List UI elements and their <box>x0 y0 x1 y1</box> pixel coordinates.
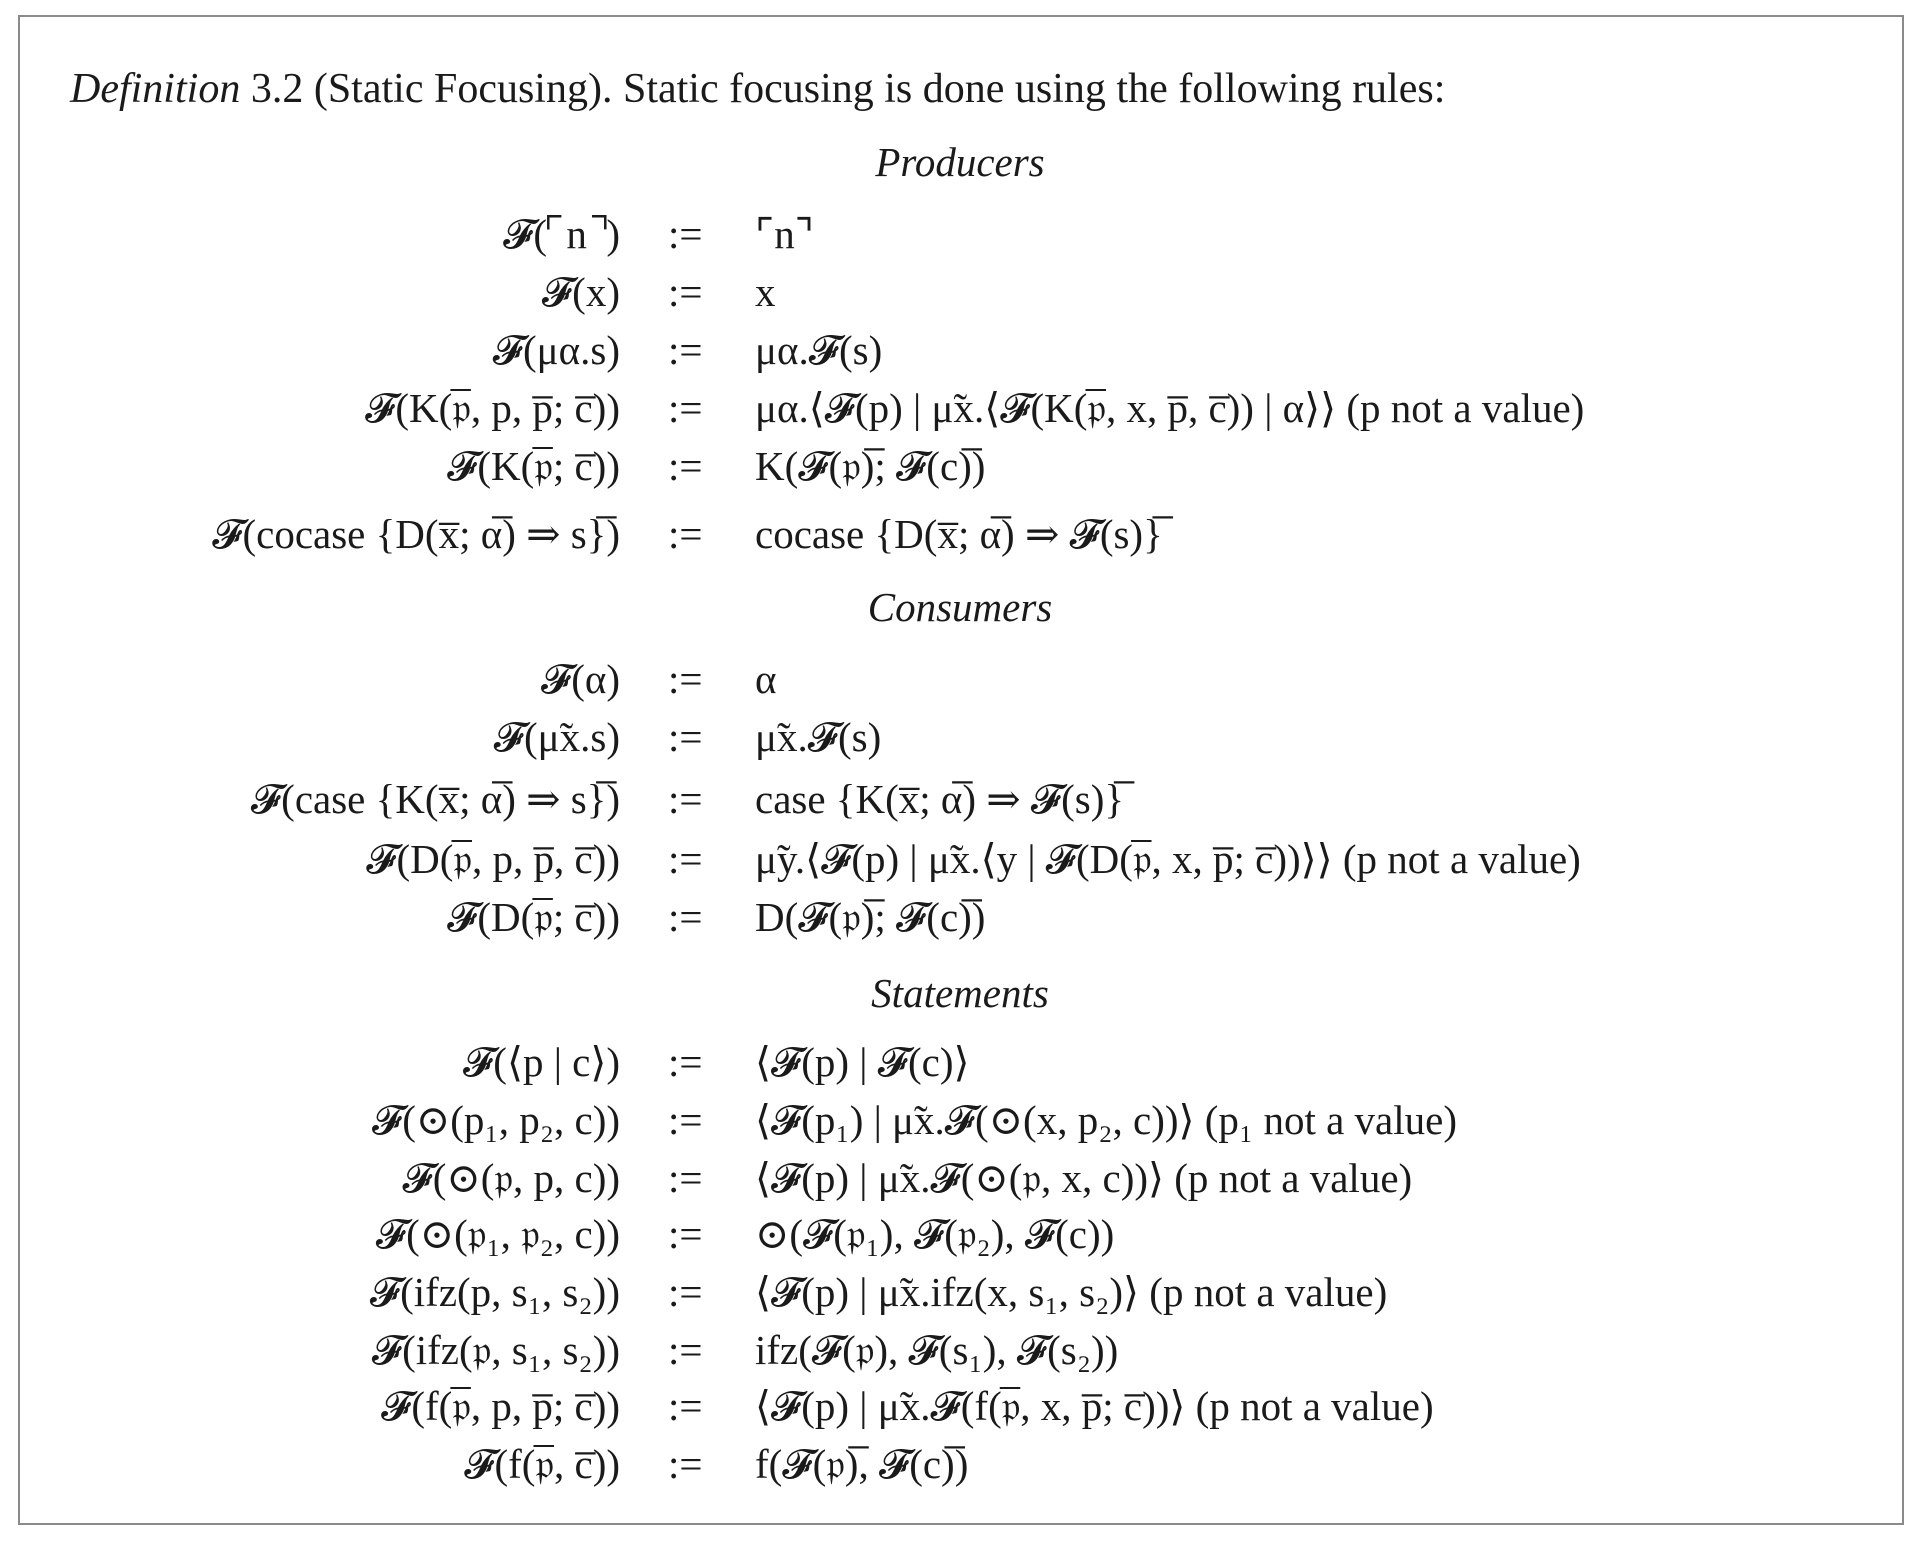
rule-definition-symbol: := <box>668 656 703 702</box>
section-heading-statements: Statements <box>871 970 1049 1016</box>
definition-number: 3.2 <box>250 66 304 112</box>
rule-row <box>0 1149 1920 1207</box>
rule-definition-symbol: := <box>668 894 703 940</box>
rule-definition-symbol: := <box>668 1211 703 1257</box>
rule-rhs: K(𝓕(𝔭)̅; 𝓕(c)̅) <box>755 443 986 489</box>
definition-title: (Static Focusing). <box>313 66 613 112</box>
rule-definition-symbol: := <box>668 1269 703 1315</box>
rule-row <box>0 1205 1920 1263</box>
rule-lhs: 𝓕(⟨p | c⟩) <box>463 1039 620 1085</box>
rule-lhs: 𝓕(D(𝔭̅, p, p̅, c̅)) <box>366 836 620 882</box>
rule-lhs: 𝓕(f(𝔭̅, p, p̅; c̅)) <box>381 1383 620 1429</box>
rule-row <box>0 379 1920 437</box>
rule-rhs: ⟨𝓕(p) | μ̃x.ifz(x, s₁, s₂)⟩ (p not a value) <box>755 1269 1388 1315</box>
rule-rhs: cocase {D(x̅; α̅) ⇒ 𝓕(s)}̅ <box>755 511 1163 557</box>
rule-rhs: μα.⟨𝓕(p) | μ̃x.⟨𝓕(K(𝔭̅, x, p̅, c̅)) | α⟩⟩ (p not a value) <box>755 385 1585 431</box>
rule-lhs: 𝓕(case {K(x̅; α̅) ⇒ s}̅) <box>250 776 620 822</box>
rule-rhs: case {K(x̅; α̅) ⇒ 𝓕(s)}̅ <box>755 776 1125 822</box>
rule-row <box>0 263 1920 321</box>
rule-row <box>0 830 1920 888</box>
rule-definition-symbol: := <box>668 1327 703 1373</box>
rule-lhs: 𝓕(⊙(𝔭, p, c)) <box>402 1155 620 1201</box>
rule-definition-symbol: := <box>668 776 703 822</box>
rule-definition-symbol: := <box>668 443 703 489</box>
rule-lhs: 𝓕(f(𝔭̅, c̅)) <box>464 1441 620 1487</box>
rule-row <box>0 770 1920 828</box>
rule-lhs: 𝓕(D(𝔭̅; c̅)) <box>447 894 620 940</box>
section-heading-consumers: Consumers <box>867 584 1053 630</box>
rule-lhs: 𝓕(⌜n⌝) <box>503 211 620 257</box>
rule-row <box>0 437 1920 495</box>
rule-definition-symbol: := <box>668 714 703 760</box>
rule-rhs: ⊙(𝓕(𝔭₁), 𝓕(𝔭₂), 𝓕(c)) <box>755 1211 1115 1257</box>
rule-rhs: D(𝓕(𝔭)̅; 𝓕(c)̅) <box>755 894 986 940</box>
rule-definition-symbol: := <box>668 269 703 315</box>
rule-rhs: f(𝓕(𝔭)̅, 𝓕(c)̅) <box>755 1441 969 1487</box>
rule-lhs: 𝓕(K(𝔭̅, p, p̅; c̅)) <box>365 385 620 431</box>
rule-rhs: ⌜n⌝ <box>755 211 814 257</box>
rule-lhs: 𝓕(μα.s) <box>492 327 620 373</box>
rule-row <box>0 708 1920 766</box>
rule-row <box>0 205 1920 263</box>
rule-rhs: ⟨𝓕(p) | 𝓕(c)⟩ <box>755 1039 970 1085</box>
rule-row <box>0 1377 1920 1435</box>
rule-row <box>0 888 1920 946</box>
rule-row <box>0 1435 1920 1493</box>
rule-lhs: 𝓕(⊙(p₁, p₂, c)) <box>371 1097 620 1143</box>
rule-rhs: ⟨𝓕(p) | μ̃x.𝓕(f(𝔭̅, x, p̅; c̅))⟩ (p not a value) <box>755 1383 1434 1429</box>
rule-lhs: 𝓕(⊙(𝔭₁, 𝔭₂, c)) <box>375 1211 620 1257</box>
rule-lhs: 𝓕(x) <box>541 269 620 315</box>
rule-rhs: ifz(𝓕(𝔭), 𝓕(s₁), 𝓕(s₂)) <box>755 1327 1119 1373</box>
rule-definition-symbol: := <box>668 511 703 557</box>
rule-lhs: 𝓕(ifz(𝔭, s₁, s₂)) <box>371 1327 620 1373</box>
rule-definition-symbol: := <box>668 327 703 373</box>
rule-rhs: μα.𝓕(s) <box>755 327 883 373</box>
rule-definition-symbol: := <box>668 1441 703 1487</box>
section-heading-producers: Producers <box>875 139 1045 185</box>
rule-lhs: 𝓕(K(𝔭̅; c̅)) <box>447 443 620 489</box>
rule-row <box>0 1321 1920 1379</box>
rule-lhs: 𝓕(α) <box>540 656 620 702</box>
definition-label: Definition <box>70 66 241 112</box>
rule-definition-symbol: := <box>668 385 703 431</box>
rule-rhs: μ̃x.𝓕(s) <box>755 714 882 760</box>
rule-rhs: α <box>755 656 777 702</box>
rule-lhs: 𝓕(ifz(p, s₁, s₂)) <box>369 1269 620 1315</box>
rule-row <box>0 1263 1920 1321</box>
rule-rhs: ⟨𝓕(p) | μ̃x.𝓕(⊙(𝔭, x, c))⟩ (p not a value) <box>755 1155 1413 1201</box>
rule-definition-symbol: := <box>668 1097 703 1143</box>
definition-intro: Static focusing is done using the following rules: <box>622 66 1446 112</box>
rule-lhs: 𝓕(μ̃x.s) <box>493 714 620 760</box>
rule-rhs: μ̃y.⟨𝓕(p) | μ̃x.⟨y | 𝓕(D(𝔭̅, x, p̅; c̅))⟩⟩ (p not a value) <box>755 836 1581 882</box>
rule-row <box>0 321 1920 379</box>
rule-row <box>0 1033 1920 1091</box>
definition-heading <box>70 60 1445 118</box>
rule-definition-symbol: := <box>668 836 703 882</box>
rule-row <box>0 1091 1920 1149</box>
rule-definition-symbol: := <box>668 1155 703 1201</box>
rule-rhs: x <box>755 269 776 315</box>
rule-lhs: 𝓕(cocase {D(x̅; α̅) ⇒ s}̅) <box>212 511 620 557</box>
rule-row <box>0 505 1920 563</box>
rule-definition-symbol: := <box>668 211 703 257</box>
rule-rhs: ⟨𝓕(p₁) | μ̃x.𝓕(⊙(x, p₂, c))⟩ (p₁ not a value) <box>755 1097 1457 1143</box>
rule-row <box>0 650 1920 708</box>
rule-definition-symbol: := <box>668 1383 703 1429</box>
rule-definition-symbol: := <box>668 1039 703 1085</box>
